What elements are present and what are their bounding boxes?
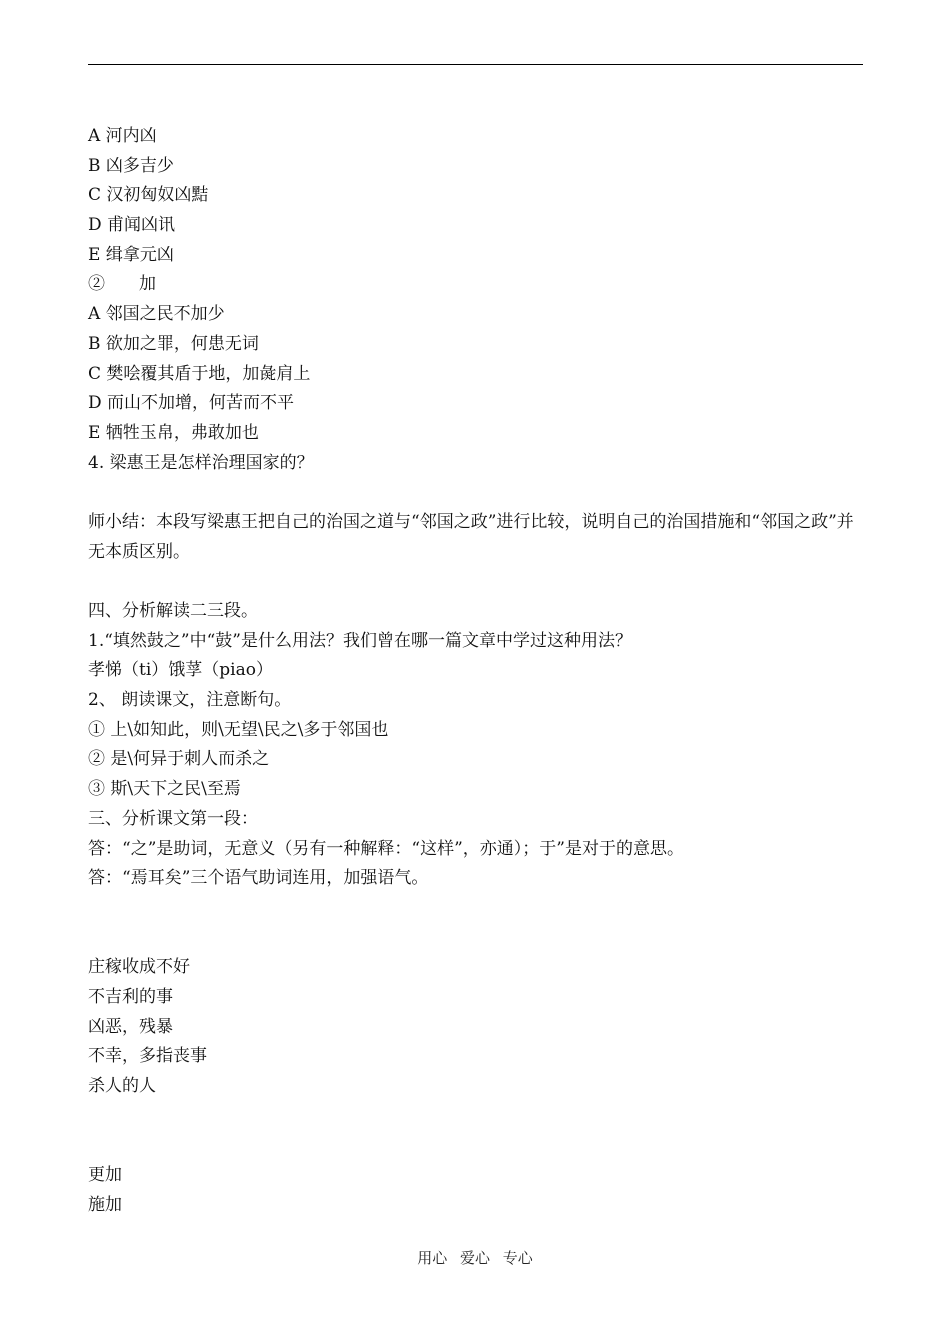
question-4: 4. 梁惠王是怎样治理国家的？ [88,452,314,473]
header-rule [88,64,863,65]
meaning-item: 不幸，多指丧事 [88,1046,207,1067]
option-list-jia [88,270,868,448]
question-2: 2、 朗读课文，注意断句。 [88,690,292,711]
option-list-xiong [88,122,868,270]
sentence-break-item: ① 上\如知此，则\无望\民之\多于邻国也 [88,719,389,740]
option-item: A 邻国之民不加少 [88,304,225,325]
meaning-item: 施加 [88,1194,122,1215]
option-group-heading: ② 加 [88,274,156,295]
section-3-title: 三、分析课文第一段： [88,808,258,829]
option-item: C 樊哙覆其盾于地，加彘肩上 [88,363,311,384]
meaning-list-jia [88,1161,868,1220]
option-item: D 而山不加增，何苦而不平 [88,393,295,414]
option-item: D 甫闻凶讯 [88,215,176,236]
spacer [88,894,868,924]
answer-line: 答：“焉耳矣”三个语气助词连用，加强语气。 [88,868,429,889]
option-item: C 汉初匈奴凶黠 [88,185,209,206]
meaning-item: 不吉利的事 [88,986,173,1007]
spacer [88,567,868,597]
document-body [88,122,868,1220]
meaning-list-xiong [88,953,868,1101]
sentence-break-item: ③ 斯\天下之民\至焉 [88,779,241,800]
question-1: 1.“填然鼓之”中“鼓”是什么用法？我们曾在哪一篇文章中学过这种用法？ [88,630,632,651]
section-4-title: 四、分析解读二三段。 [88,601,258,622]
teacher-summary: 师小结：本段写梁惠王把自己的治国之道与“邻国之政”进行比较，说明自己的治国措施和“邻国之政”并无本质区别。 [88,511,854,562]
spacer [88,924,868,954]
meaning-item: 更加 [88,1165,122,1186]
meaning-item: 庄稼收成不好 [88,957,190,978]
option-item: E 牺牲玉帛，弗敢加也 [88,422,259,443]
spacer [88,1102,868,1132]
option-item: E 缉拿元凶 [88,244,174,265]
pronunciation-note: 孝悌（ti）饿莩（piao） [88,660,273,681]
page-footer: 用心 爱心 专心 [417,1249,533,1267]
sentence-break-item: ② 是\何异于刺人而杀之 [88,749,270,770]
meaning-item: 凶恶，残暴 [88,1016,173,1037]
meaning-item: 杀人的人 [88,1076,156,1097]
sentence-break-list [88,716,868,805]
spacer [88,478,868,508]
answer-line: 答：“之”是助词，无意义（另有一种解释：“这样”，亦通）；于”是对于的意思。 [88,838,684,859]
option-item: B 欲加之罪，何患无词 [88,333,259,354]
option-item: B 凶多吉少 [88,155,174,176]
spacer [88,1131,868,1161]
option-item: A 河内凶 [88,126,157,146]
